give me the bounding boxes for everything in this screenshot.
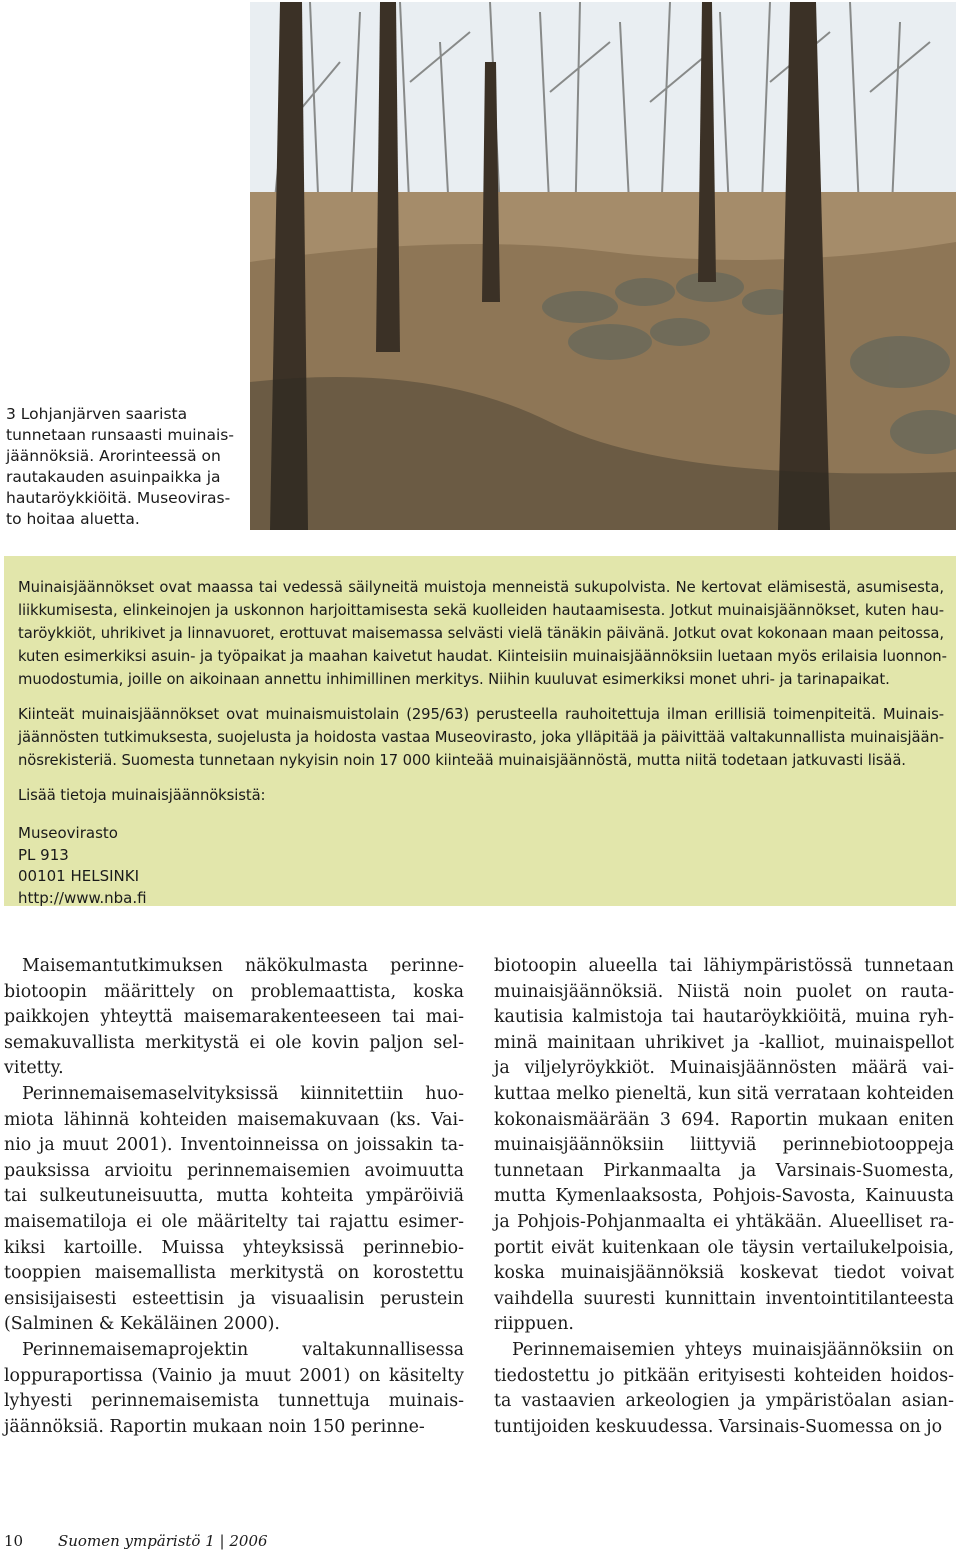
caption-line: jäännöksiä. Arorinteessä on: [6, 447, 221, 465]
text-line: tuntijoiden keskuudessa. Varsinais-Suomessa on jo: [494, 1416, 943, 1437]
info-paragraph-1: [18, 576, 947, 691]
caption-line: tunnetaan runsaasti muinais-: [6, 426, 234, 444]
body-column-left: [4, 954, 464, 1440]
figure-caption: [6, 404, 238, 530]
text-line: Maisemantutkimuksen näkökulmasta perinne-: [22, 956, 464, 976]
text-line: tunnetaan Pirkanmaalta ja Varsinais-Suomesta,: [494, 1160, 954, 1181]
text-line: Perinnemaisemaselvityksissä kiinnitettiin huo-: [22, 1083, 464, 1104]
info-line: liikkumisesta, elinkeinojen ja uskonnon harjoittamisesta sekä kuolleiden hautaamisesta. Jotkut muinaisjäännökset, kuten hau-: [18, 602, 944, 619]
text-line: Perinnemaisemaprojektin valtakunnallisessa: [22, 1339, 464, 1360]
text-line: biotoopin alueella tai lähiympäristössä tunnetaan: [494, 956, 954, 976]
publication-info: Suomen ympäristö 1 | 2006: [58, 1532, 268, 1550]
forest-scene-illustration: [250, 2, 956, 530]
info-line: taröykkiöt, uhrikivet ja linnavuoret, erottuvat maisemassa selvästi vielä tänäkin päivänä. Jotkut ovat kokonaan maan peitossa,: [18, 625, 944, 642]
caption-line: to hoitaa aluetta.: [6, 510, 140, 528]
text-line: riippuen.: [494, 1314, 574, 1335]
info-paragraph-2: [18, 703, 944, 772]
address-line: Museovirasto: [18, 824, 118, 842]
text-line: ja Pohjois-Pohjanmaalta ei yhtäkään. Alueelliset ra-: [494, 1211, 954, 1232]
info-line: kuten esimerkiksi asuin- ja työpaikat ja maahan kaivetut haudat. Kiinteisiin muinaisjäännöksiin luetaan myös erilaisia luonnon-: [18, 648, 947, 665]
info-line: jäännösten tutkimuksesta, suojelusta ja hoidosta vastaa Museovirasto, joka ylläpitää ja päivittää valtakunnallista muinaisjään-: [18, 729, 944, 746]
text-line: muinaisjäännöksiä. Niistä noin puolet on rauta-: [494, 981, 954, 1002]
more-info-label: Lisää tietoja muinaisjäännöksistä:: [18, 787, 266, 804]
text-line: tooppien maisemallista merkitystä on korostettu: [4, 1263, 464, 1284]
caption-line: hautaröykkiöitä. Museoviras-: [6, 489, 231, 507]
text-line: kokonaismäärään 3 694. Raportin mukaan eniten: [494, 1109, 954, 1130]
text-line: kiksi kartoille. Muissa yhteyksissä perinnebio-: [4, 1237, 464, 1258]
text-line: muinaisjäännöksiin liittyviä perinnebiotooppeja: [494, 1135, 954, 1156]
text-line: ensisijaisesti esteettisin ja visuaalisin perustein: [4, 1288, 464, 1309]
text-line: portit eivät kuitenkaan ole täysin vertailukelpoisia,: [494, 1237, 954, 1258]
caption-line: 3 Lohjanjärven saarista: [6, 405, 188, 423]
text-line: vaihdella suuresti kunnittain inventointitilanteesta: [494, 1288, 954, 1309]
info-line: muodostumia, joille on aikoinaan annettu inhimillinen merkitys. Niihin kuuluvat esimerkiksi monet uhri- ja tarinapaikat.: [18, 671, 890, 688]
text-line: miota lähinnä kohteiden maisemakuvaan (ks. Vai-: [4, 1109, 464, 1130]
text-line: ta vastaavien arkeologien ja ympäristöalan asian-: [494, 1391, 954, 1412]
text-line: (Salminen & Kekäläinen 2000).: [4, 1314, 280, 1335]
page-footer: [4, 1532, 268, 1550]
caption-line: rautakauden asuinpaikka ja: [6, 468, 221, 486]
text-line: Perinnemaisemien yhteys muinaisjäännöksiin on: [512, 1339, 954, 1360]
text-line: tiedostettu jo pitkään erityisesti kohteiden hoidos-: [494, 1365, 954, 1386]
text-line: biotoopin määrittely on problemaattista, koska: [4, 981, 464, 1002]
text-line: kuttaa melko pieneltä, kun sitä verrataan kohteiden: [494, 1083, 954, 1104]
text-line: jäännöksiä. Raportin mukaan noin 150 perinne-: [4, 1416, 425, 1437]
address-line: 00101 HELSINKI: [18, 867, 140, 885]
text-line: koska muinaisjäännöksiä koskevat tiedot voivat: [494, 1263, 954, 1284]
info-box: [4, 556, 956, 906]
body-column-right: [494, 954, 954, 1440]
text-line: ja viljelyröykkiöt. Muinaisjäännösten määrä vai-: [494, 1058, 954, 1079]
contact-address: [18, 823, 944, 909]
text-line: kautisia kalmistoja tai hautaröykkiöitä, muina ryh-: [494, 1007, 954, 1028]
website-link[interactable]: http://www.nba.fi: [18, 888, 147, 907]
info-line: Kiinteät muinaisjäännökset ovat muinaismuistolain (295/63) perusteella rauhoitettuja ilman erillisiä toimenpiteitä. Muinais-: [18, 706, 944, 723]
text-line: mutta Kymenlaaksosta, Pohjois-Savosta, Kainuusta: [494, 1186, 954, 1207]
text-line: tai sulkeutuneisuutta, mutta kohteita ympäröiviä: [4, 1186, 464, 1207]
text-line: vitetty.: [4, 1058, 64, 1079]
text-line: semakuvallista merkitystä ei ole kovin paljon sel-: [4, 1032, 464, 1053]
address-line: PL 913: [18, 845, 69, 864]
page-number: 10: [4, 1532, 24, 1550]
text-line: maisematiloja ei ole määritelty tai rajattu esimer-: [4, 1211, 464, 1232]
text-line: pauksissa arvioitu perinnemaisemien avoimuutta: [4, 1160, 464, 1181]
text-line: lyhyesti perinnemaisemista tunnettuja muinais-: [4, 1391, 464, 1412]
info-line: Muinaisjäännökset ovat maassa tai vedessä säilyneitä muistoja menneistä sukupolvista. Ne kertovat elämisestä, asumisesta,: [18, 579, 944, 596]
info-line: nösrekisteriä. Suomesta tunnetaan nykyisin noin 17 000 kiinteää muinaisjäännöstä, mutta niitä todetaan jatkuvasti lisää.: [18, 752, 906, 769]
text-line: loppuraportissa (Vainio ja muut 2001) on käsitelty: [4, 1365, 464, 1386]
forest-photo: [250, 2, 956, 530]
text-line: nio ja muut 2001). Inventoinneissa on joissakin ta-: [4, 1135, 464, 1156]
text-line: paikkojen yhteyttä maisemarakenteeseen tai mai-: [4, 1007, 464, 1028]
text-line: minä mainitaan uhrikivet ja -kalliot, muinaispellot: [494, 1032, 954, 1053]
